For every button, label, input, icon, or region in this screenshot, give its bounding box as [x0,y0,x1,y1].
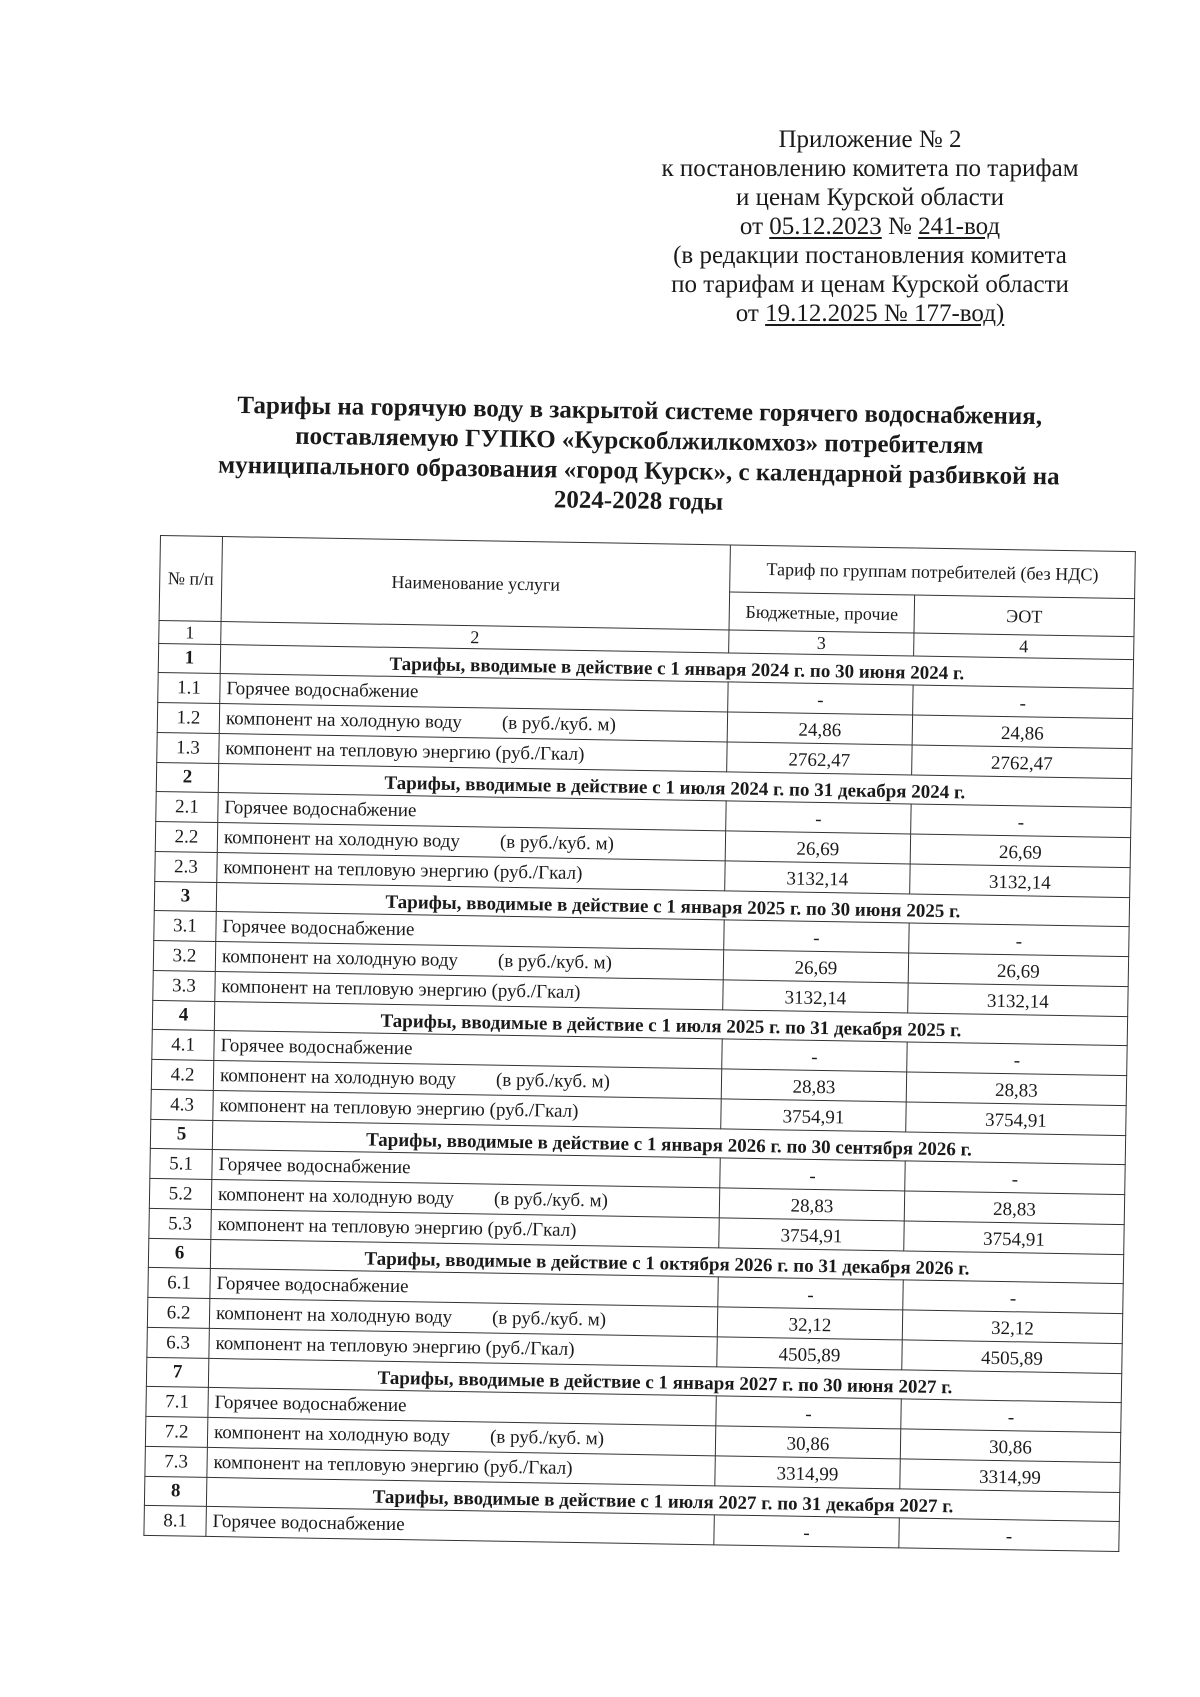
row-budget-value: - [728,682,913,715]
service-name-text: компонент на тепловую энергию (руб./Гкал) [225,737,585,765]
appendix-revision: (в редакции постановления комитета [673,242,1067,269]
header-col-1: 1 [159,620,221,644]
row-eot-value: - [903,1280,1123,1314]
section-number: 6 [148,1238,210,1268]
section-number: 8 [144,1476,206,1506]
appendix-date: 05.12.2023 [769,213,882,240]
row-eot-value: 3754,91 [904,1221,1124,1255]
row-eot-value: - [905,1161,1125,1195]
row-number: 6.2 [147,1297,209,1328]
row-eot-value: 26,69 [908,953,1128,987]
row-number: 3.1 [154,910,216,941]
row-budget-value: 3314,99 [715,1456,900,1489]
appendix-revision-date-line [620,299,1120,328]
service-name-text: компонент на холодную воду [223,826,461,852]
service-unit-text: (в руб./куб. м) [499,831,615,855]
row-eot-value: 28,83 [906,1072,1126,1106]
row-budget-value: 4505,89 [717,1337,902,1370]
row-number: 1.3 [157,732,219,763]
appendix-revision-prefix: от [735,300,759,327]
row-number: 2.2 [155,821,217,852]
row-eot-value: - [911,804,1131,838]
service-name-text: Горячее водоснабжение [218,1153,411,1178]
row-budget-value: - [722,1039,907,1072]
row-budget-value: - [714,1515,899,1548]
row-budget-value: 32,12 [717,1307,902,1340]
row-budget-value: 3754,91 [721,1099,906,1132]
section-number: 1 [158,643,220,673]
row-number: 4.1 [152,1029,214,1060]
row-budget-value: - [724,920,909,953]
row-eot-value: - [907,1042,1127,1076]
header-tariff-group: Тариф по группам потребителей (без НДС) [730,545,1136,599]
row-budget-value: 28,83 [719,1188,904,1221]
row-number: 2.3 [155,851,217,882]
row-budget-value: - [720,1158,905,1191]
appendix-revision-2: по тарифам и ценам Курской области [671,271,1069,298]
row-number: 3.3 [153,970,215,1001]
row-number: 2.1 [156,791,218,822]
section-title: Тарифы, вводимые в действие с 1 октября 2026 г. по 31 декабря 2026 г. [210,1239,1123,1283]
service-name-text: компонент на холодную воду [221,945,459,971]
row-budget-value: 3132,14 [725,861,910,894]
appendix-reference-2: и ценам Курской области [735,184,1005,211]
title-line-2: поставляемую ГУПКО «Курскоблжилкомхоз» потребителям [295,422,984,460]
row-number: 6.3 [147,1327,209,1358]
service-unit-text: (в руб./куб. м) [501,712,617,736]
service-name-text: компонент на холодную воду [225,707,463,733]
row-eot-value: - [913,685,1133,719]
row-budget-value: - [726,801,911,834]
service-name-text: Горячее водоснабжение [216,1272,409,1297]
header-service: Наименование услуги [221,537,730,630]
row-budget-value: - [718,1277,903,1310]
row-eot-value: - [901,1399,1121,1433]
section-title: Тарифы, вводимые в действие с 1 июля 2025 г. по 31 декабря 2025 г. [214,1001,1127,1045]
header-budget: Бюджетные, прочие [729,592,915,633]
header-num: № п/п [159,536,222,622]
row-budget-value: 2762,47 [727,742,912,775]
service-name-text: Горячее водоснабжение [220,1034,413,1059]
appendix-title: Приложение № 2 [778,126,962,153]
row-budget-value: 30,86 [715,1426,900,1459]
service-name-text: Горячее водоснабжение [212,1510,405,1535]
row-number: 5.3 [149,1208,211,1239]
row-budget-value: 3754,91 [719,1218,904,1251]
service-name-text: Горячее водоснабжение [214,1391,407,1416]
service-name-text: компонент на тепловую энергию (руб./Гкал) [223,856,583,884]
service-name-text: Горячее водоснабжение [224,796,417,821]
row-budget-value: - [716,1396,901,1429]
row-budget-value: 28,83 [721,1069,906,1102]
table-header [159,536,1136,660]
row-eot-value: 26,69 [910,834,1130,868]
section-title: Тарифы, вводимые в действие с 1 января 2026 г. по 30 сентября 2026 г. [212,1120,1125,1164]
row-eot-value: 3754,91 [906,1102,1126,1136]
row-eot-value: - [899,1518,1119,1552]
appendix-number: 241-вод [918,213,1001,240]
row-eot-value: - [909,923,1129,957]
row-eot-value: 32,12 [902,1310,1122,1344]
appendix-number-sign: № [888,213,912,240]
header-eot: ЭОТ [914,595,1135,637]
row-budget-value: 3132,14 [723,980,908,1013]
service-name-text: компонент на тепловую энергию (руб./Гкал) [221,975,581,1003]
title-line-3: муниципального образования «город Курск», с календарной разбивкой на [217,451,1060,491]
row-number: 1.2 [157,702,219,733]
section-number: 3 [154,881,216,911]
service-unit-text: (в руб./куб. м) [493,1188,609,1212]
row-eot-value: 28,83 [904,1191,1124,1225]
service-unit-text: (в руб./куб. м) [495,1069,611,1093]
service-unit-text: (в руб./куб. м) [497,950,613,974]
tariff-table [143,535,1135,1552]
row-eot-value: 4505,89 [902,1340,1122,1374]
service-name-text: компонент на тепловую энергию (руб./Гкал) [219,1094,579,1122]
document-title [168,390,1110,523]
row-eot-value: 24,86 [912,715,1132,749]
section-number: 7 [146,1357,208,1387]
row-number: 4.3 [151,1089,213,1120]
row-eot-value: 3132,14 [908,983,1128,1017]
row-number: 8.1 [144,1505,206,1536]
row-number: 7.1 [146,1386,208,1417]
table-body [144,643,1134,1551]
section-title: Тарифы, вводимые в действие с 1 июля 2027 г. по 31 декабря 2027 г. [206,1477,1119,1521]
row-number: 7.3 [145,1446,207,1477]
appendix-date-prefix: от [739,213,764,240]
service-name-text: компонент на холодную воду [213,1421,451,1447]
service-name-text: компонент на холодную воду [215,1302,453,1328]
row-eot-value: 3314,99 [900,1459,1120,1493]
row-number: 7.2 [145,1416,207,1447]
service-name-text: Горячее водоснабжение [222,915,415,940]
section-title: Тарифы, вводимые в действие с 1 января 2027 г. по 30 июня 2027 г. [208,1358,1121,1402]
title-line-1: Тарифы на горячую воду в закрытой системе горячего водоснабжения, [237,391,1043,431]
appendix-reference: к постановлению комитета по тарифам [661,155,1079,182]
row-number: 3.2 [153,940,215,971]
row-budget-value: 24,86 [727,712,912,745]
header-col-3: 3 [729,630,914,656]
tariff-table-wrapper [143,535,1134,1552]
row-number: 5.2 [149,1178,211,1209]
row-budget-value: 26,69 [723,950,908,983]
title-line-4: 2024-2028 годы [553,486,724,516]
row-eot-value: 3132,14 [910,864,1130,898]
section-number: 4 [152,1000,214,1030]
appendix-block [620,125,1120,328]
service-name-text: компонент на холодную воду [219,1064,457,1090]
appendix-revision-date: 19.12.2025 № 177-вод) [765,300,1005,327]
row-budget-value: 26,69 [725,831,910,864]
section-title: Тарифы, вводимые в действие с 1 июля 2024 г. по 31 декабря 2024 г. [218,764,1131,808]
section-title: Тарифы, вводимые в действие с 1 января 2025 г. по 30 июня 2025 г. [216,882,1129,926]
section-number: 2 [156,762,218,792]
service-name-text: компонент на тепловую энергию (руб./Гкал) [213,1451,573,1479]
header-col-4: 4 [914,633,1134,660]
appendix-date-line [620,212,1120,241]
service-unit-text: (в руб./куб. м) [491,1307,607,1331]
header-col-2: 2 [221,622,729,653]
service-name-text: Горячее водоснабжение [226,677,419,702]
row-eot-value: 2762,47 [912,745,1132,779]
section-title: Тарифы, вводимые в действие с 1 января 2024 г. по 30 июня 2024 г. [220,645,1133,689]
service-name-text: компонент на тепловую энергию (руб./Гкал) [215,1332,575,1360]
service-name-text: компонент на холодную воду [217,1183,455,1209]
service-unit-text: (в руб./куб. м) [489,1426,605,1449]
row-number: 1.1 [158,672,220,703]
service-name-text: компонент на тепловую энергию (руб./Гкал) [217,1213,577,1241]
row-number: 6.1 [148,1267,210,1298]
row-eot-value: 30,86 [900,1429,1120,1463]
section-number: 5 [150,1119,212,1149]
row-number: 5.1 [150,1148,212,1179]
row-number: 4.2 [151,1059,213,1090]
